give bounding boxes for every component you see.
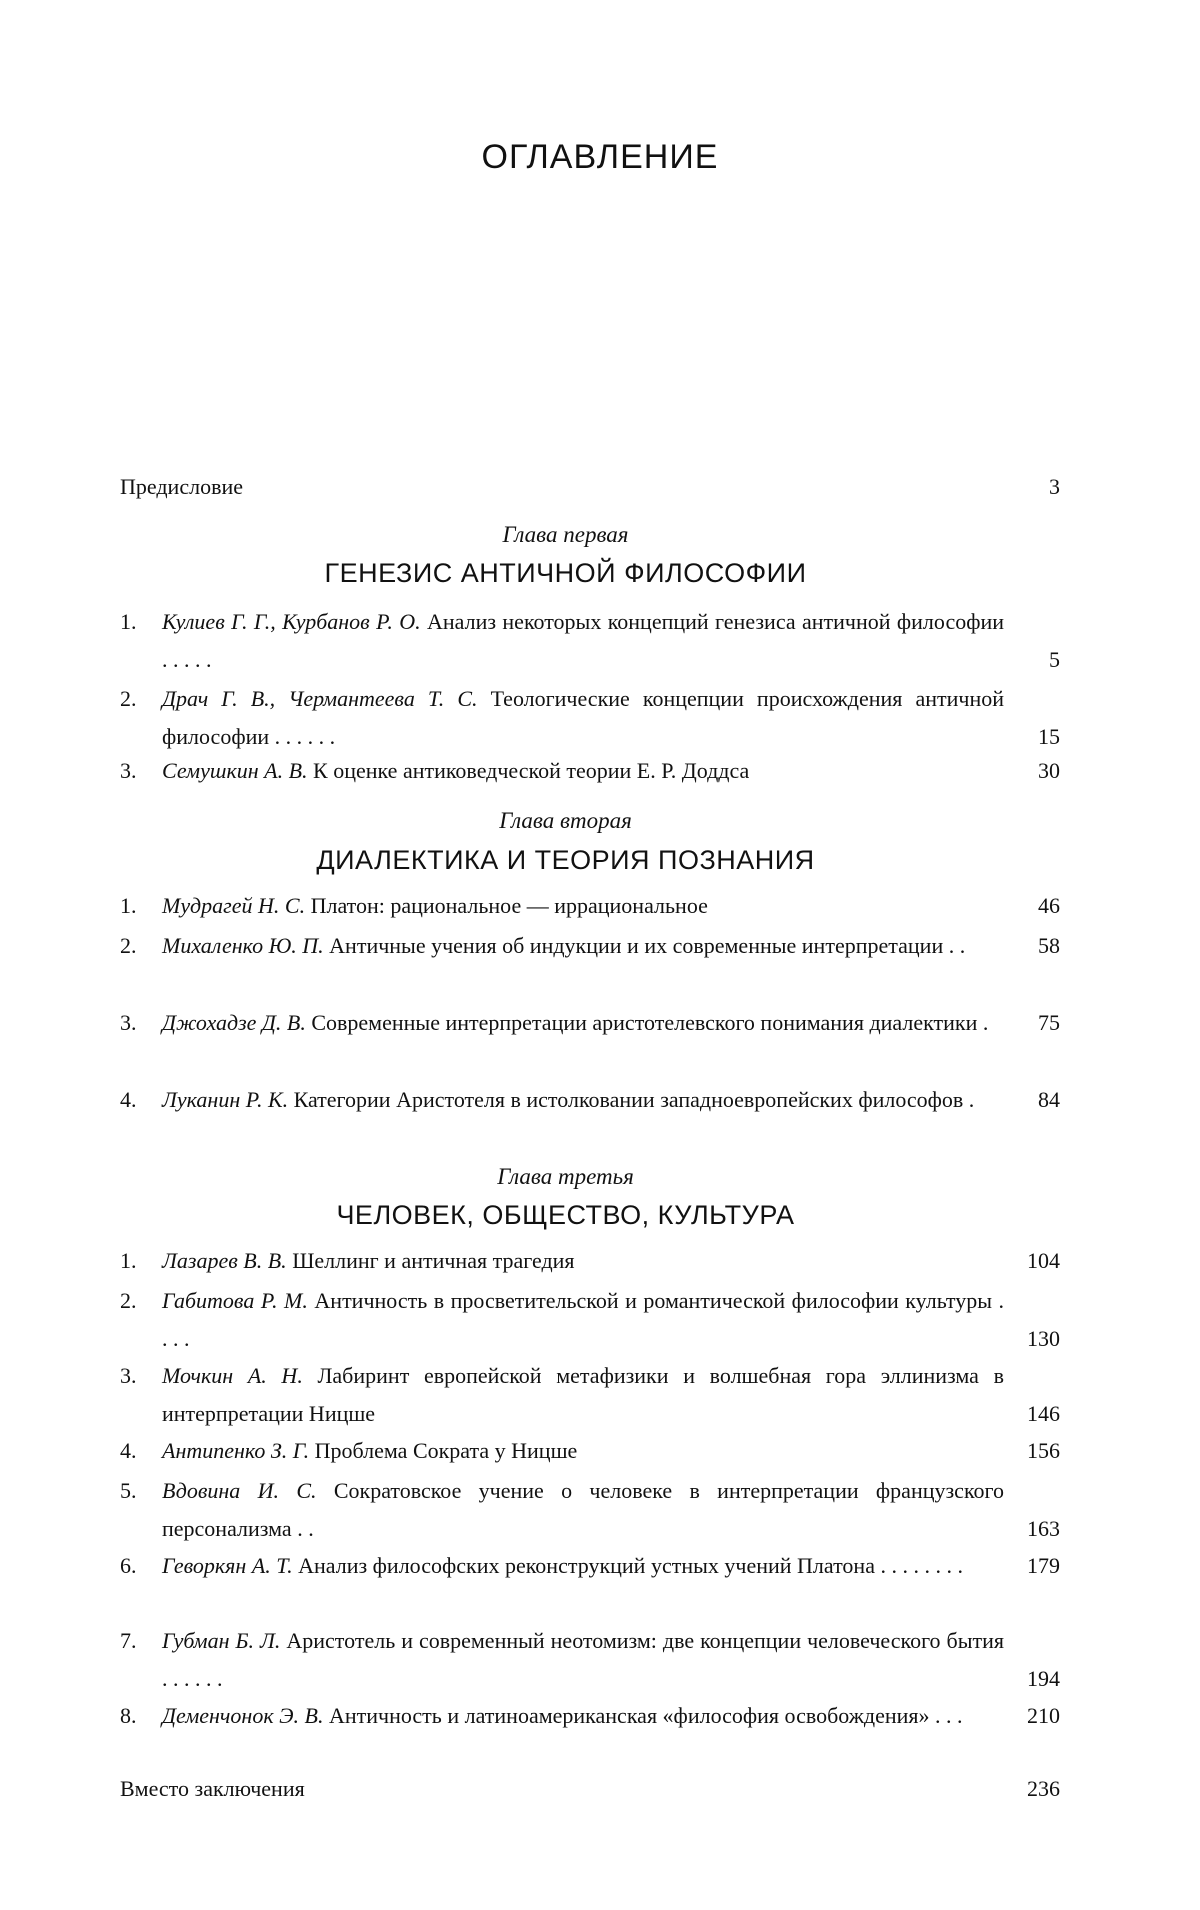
entry-number: 8. xyxy=(120,1703,137,1728)
entry-author: Мудрагей Н. С. xyxy=(162,893,306,918)
entry-author: Губман Б. Л. xyxy=(162,1628,281,1653)
page-number: 210 xyxy=(1027,1703,1060,1728)
entry-author: Лазарев В. В. xyxy=(162,1248,287,1273)
page-title: ОГЛАВЛЕНИЕ xyxy=(481,138,719,176)
page-number: 15 xyxy=(1038,724,1060,749)
entry-author: Луканин Р. К. xyxy=(162,1087,289,1112)
toc-preface xyxy=(120,468,1060,506)
entry-number: 7. xyxy=(120,1628,137,1653)
entry-text: Современные интерпретации аристотелевского понимания диалектики . xyxy=(311,1010,989,1035)
entry-number: 3. xyxy=(120,758,137,783)
entry-author: Семушкин А. В. xyxy=(162,758,308,783)
toc-entry xyxy=(120,1081,1060,1119)
chapter-label: Глава третья xyxy=(497,1164,634,1189)
toc-entry xyxy=(120,1357,1060,1433)
entry-text: Предисловие xyxy=(120,474,243,499)
toc-entry xyxy=(120,927,1060,965)
page-number: 58 xyxy=(1038,933,1060,958)
page-number: 146 xyxy=(1027,1401,1060,1426)
entry-text: Анализ философских реконструкций устных учений Платона . . . . . . . . xyxy=(298,1553,963,1578)
page-number: 75 xyxy=(1038,1010,1060,1035)
toc-entry xyxy=(120,887,1060,925)
page-number: 130 xyxy=(1027,1326,1060,1351)
toc-entry xyxy=(120,1004,1060,1042)
page-number: 236 xyxy=(1027,1776,1060,1801)
entry-text: Лабиринт европейской метафизики и волшебная гора эллинизма в интерпретации Ницше xyxy=(162,1363,1004,1426)
toc-entry xyxy=(120,603,1060,679)
entry-author: Мочкин А. Н. xyxy=(162,1363,303,1388)
page-number: 179 xyxy=(1027,1553,1060,1578)
toc-entry xyxy=(120,1472,1060,1548)
entry-text: Шеллинг и античная трагедия xyxy=(292,1248,575,1273)
page-number: 156 xyxy=(1027,1438,1060,1463)
entry-number: 6. xyxy=(120,1553,137,1578)
entry-number: 3. xyxy=(120,1010,137,1035)
entry-number: 2. xyxy=(120,1288,137,1313)
page-number: 3 xyxy=(1049,474,1060,499)
toc-entry xyxy=(120,1282,1060,1358)
entry-number: 2. xyxy=(120,686,137,711)
entry-number: 4. xyxy=(120,1438,137,1463)
chapter-title: ЧЕЛОВЕК, ОБЩЕСТВО, КУЛЬТУРА xyxy=(336,1200,795,1230)
entry-text: Платон: рациональное — иррациональное xyxy=(310,893,708,918)
toc-entry xyxy=(120,1242,1060,1280)
toc-entry xyxy=(120,752,1060,790)
entry-number: 3. xyxy=(120,1363,137,1388)
page-number: 46 xyxy=(1038,893,1060,918)
page-number: 163 xyxy=(1027,1516,1060,1541)
entry-text: Сократовское учение о человеке в интерпретации французского персонализма . . xyxy=(162,1478,1004,1541)
page-number: 30 xyxy=(1038,758,1060,783)
entry-text: Вместо заключения xyxy=(120,1776,305,1801)
entry-text: Теологические концепции происхождения античной философии . . . . . . xyxy=(162,686,1004,749)
entry-author: Геворкян А. Т. xyxy=(162,1553,293,1578)
toc-entry xyxy=(120,1432,1060,1470)
entry-number: 5. xyxy=(120,1478,137,1503)
toc-entry xyxy=(120,680,1060,756)
entry-author: Кулиев Г. Г., Курбанов Р. О. xyxy=(162,609,421,634)
chapter-title: ГЕНЕЗИС АНТИЧНОЙ ФИЛОСОФИИ xyxy=(324,558,807,588)
entry-text: Проблема Сократа у Ницше xyxy=(314,1438,578,1463)
entry-text: Категории Аристотеля в истолковании западноевропейских философов . xyxy=(293,1087,975,1112)
page-number: 194 xyxy=(1027,1666,1060,1691)
chapter-label: Глава вторая xyxy=(499,808,632,833)
entry-author: Габитова Р. М. xyxy=(162,1288,308,1313)
page-number: 84 xyxy=(1038,1087,1060,1112)
entry-text: Античные учения об индукции и их современные интерпретации . . xyxy=(329,933,966,958)
entry-author: Драч Г. В., Чермантеева Т. С. xyxy=(162,686,478,711)
entry-number: 1. xyxy=(120,609,137,634)
toc-entry xyxy=(120,1697,1060,1735)
page-number: 5 xyxy=(1049,647,1060,672)
entry-text: Античность в просветительской и романтической философии культуры . . . . xyxy=(162,1288,1004,1351)
entry-text: К оценке антиковедческой теории Е. Р. Доддса xyxy=(313,758,750,783)
entry-number: 1. xyxy=(120,1248,137,1273)
toc-conclusion xyxy=(120,1770,1060,1808)
entry-text: Аристотель и современный неотомизм: две концепции человеческого бытия . . . . . . xyxy=(162,1628,1005,1691)
toc-entry xyxy=(120,1547,1060,1585)
entry-text: Анализ некоторых концепций генезиса античной философии . . . . . xyxy=(162,609,1005,672)
chapter-label: Глава первая xyxy=(502,522,629,547)
entry-author: Джохадзе Д. В. xyxy=(162,1010,306,1035)
entry-text: Античность и латиноамериканская «философия освобождения» . . . xyxy=(328,1703,963,1728)
entry-number: 4. xyxy=(120,1087,137,1112)
entry-author: Михаленко Ю. П. xyxy=(162,933,324,958)
toc-entry xyxy=(120,1622,1060,1698)
entry-author: Вдовина И. С. xyxy=(162,1478,317,1503)
entry-number: 1. xyxy=(120,893,137,918)
entry-number: 2. xyxy=(120,933,137,958)
entry-author: Антипенко З. Г. xyxy=(162,1438,310,1463)
chapter-title: ДИАЛЕКТИКА И ТЕОРИЯ ПОЗНАНИЯ xyxy=(316,845,815,875)
page-number: 104 xyxy=(1027,1248,1060,1273)
entry-author: Деменчонок Э. В. xyxy=(162,1703,324,1728)
